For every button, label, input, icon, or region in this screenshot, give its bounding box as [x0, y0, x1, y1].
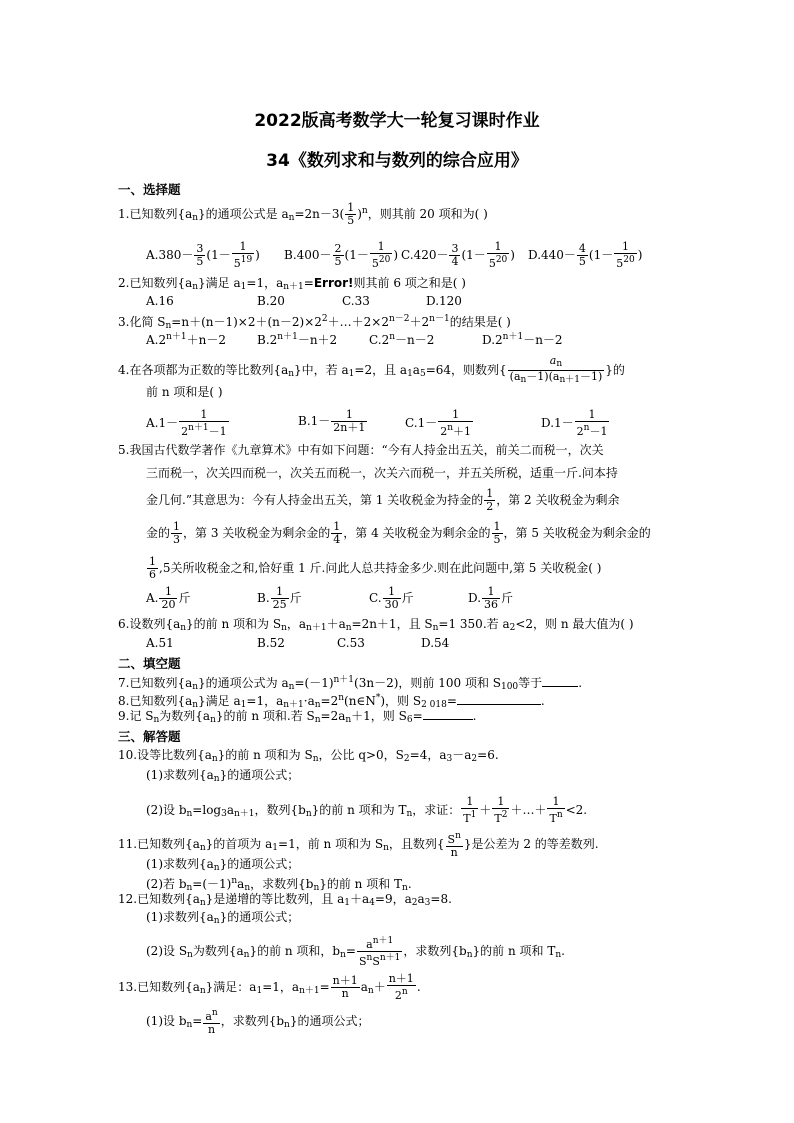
q2-option-c: C.33 [342, 294, 370, 308]
q6-option-c: C.53 [337, 636, 365, 650]
page-subtitle: 34《数列求和与数列的综合应用》 [266, 151, 528, 171]
section-choice: 一、选择题 [118, 182, 181, 197]
q3-option-b: $B.2^{n+1}-n+2$ [257, 332, 338, 347]
question-4-line2: 前 n 项和是( ) [146, 385, 223, 399]
q5-option-c: C. $\frac{1}{30}$ 斤 [369, 585, 414, 611]
q5-option-d: D. $\frac{1}{36}$ 斤 [468, 585, 514, 611]
question-13: 13.已知数列$\{a_n\}$满足：$a_1=1$，$a_{n+1}=$ $\frac{n+1}{n}$ $a_n+$ $\frac{n+1}{2^n}$ . [118, 972, 421, 1002]
question-6: 6.设数列$\{a_n\}$的前 n 项和为 $S_n$，$a_{n+1}+a_n=2n+1$，且 $S_n=1$ 350.若 $a_2<2$，则 n 最大值为( ) [118, 617, 634, 633]
q3-option-d: $D.2^{n+1}-n-2$ [482, 332, 563, 347]
question-9: 9.记 $S_n$为数列$\{a_n\}$的前 n 项和.若 $S_n=2a_n+1$，则 $S_6=$ . [118, 709, 477, 725]
question-5-line5: $\frac{1}{6}$ ,5关所收税金之和,恰好重 1 斤.问此人总共持金多少.则在此问题中,第 5 关收税金( ) [149, 555, 602, 581]
section-fill: 二、填空题 [118, 656, 181, 671]
question-5-line3: 金几何.”其意思为：今有人持金出五关，第 1 关收税金为持金的 $\frac{1}{2}$ ，第 2 关收税金为剩余 [146, 487, 620, 513]
q2-option-b: B.20 [257, 294, 285, 308]
section-answer: 三、解答题 [118, 729, 181, 744]
q2-option-d: D.120 [426, 294, 462, 308]
q2-option-a: A.16 [146, 294, 174, 308]
q4-option-d: D.1－ $\frac{1}{2^n-1}$ [541, 408, 608, 438]
question-3: 3.化简 $S_n=n+(n-1)\times 2+(n-2)\times 2^2+\dots+2\times 2^{n-2}+2^{n-1}$的结果是( ) [118, 314, 511, 331]
question-4: 4.在各项都为正数的等比数列$\{a_n\}$中，若 $a_1=2$，且 $a_1a_5=64$，则数列{ $\frac{a_n}{(a_n-1)(a_{n+1}-1)}$ }的 [118, 354, 625, 385]
question-1: 1.已知数列$\{a_n\}$的通项公式是 $a_n=2n-3$( $\frac{1}{5}$ )$^n$，则其前 20 项和为( ) [118, 201, 488, 227]
q4-option-b: B.1－ $\frac{1}{2n+1}$ [298, 408, 366, 434]
question-5-line2: 三而税一，次关四而税一，次关五而税一，次关六而税一，并五关所税，适重一斤.问本持 [146, 466, 618, 480]
q1-option-d: D.440－ $\frac{4}{5}$ (1－ $\frac{1}{5^{20}}$ ) [528, 240, 643, 270]
q3-option-a: $A.2^{n+1}+n-2$ [146, 332, 227, 347]
q6-option-b: B.52 [257, 636, 285, 650]
question-12-part1: (1)求数列$\{a_n\}$的通项公式； [146, 910, 300, 926]
q5-option-b: B. $\frac{1}{25}$ 斤 [257, 585, 302, 611]
question-11-part1: (1)求数列$\{a_n\}$的通项公式； [146, 857, 300, 873]
question-12: 12.已知数列$\{a_n\}$是递增的等比数列，且 $a_1+a_4=9$，$a_2a_3=8$. [118, 892, 452, 908]
question-5-line1: 5.我国古代数学著作《九章算术》中有如下问题：“今有人持金出五关，前关二而税一，次关 [118, 443, 604, 457]
question-11-part2: (2)若 $b_n=(-1)^na_n$，求数列$\{b_n\}$的前 n 项和 $T_n$. [146, 876, 412, 893]
question-10-part2: (2)设 $b_n=\log_3a_{n+1}$，数列$\{b_n\}$的前 n 项和为 $T_n$，求证： $\frac{1}{T^1}$ ＋ $\frac{1}{T^2}$ ＋…＋ $\frac{1}{T^n}$ <2. [146, 795, 588, 825]
q1-option-c: C.420－ $\frac{3}{4}$ (1－ $\frac{1}{5^{20}}$ ) [401, 240, 515, 270]
question-13-part1: (1)设 $b_n=$ $\frac{a^n}{n}$ ，求数列$\{b_n\}$的通项公式； [146, 1008, 370, 1036]
question-8: 8.已知数列$\{a_n\}$满足 $a_1=1$，$a_{n+1}\cdot a_n=2^n(n\in N^*)$，则 $S_{2 018}=$ . [118, 693, 545, 710]
question-10: 10.设等比数列$\{a_n\}$的前 n 项和为 $S_n$，公比 q>0，$S_2=4$，$a_3-a_2=6$. [118, 748, 499, 764]
q6-option-d: D.54 [421, 636, 450, 650]
question-10-part1: (1)求数列$\{a_n\}$的通项公式； [146, 768, 300, 784]
q4-option-a: A.1－ $\frac{1}{2^{n+1}-1}$ [146, 408, 227, 438]
q6-option-a: A.51 [146, 636, 174, 650]
q1-option-a: A.380－ $\frac{3}{5}$ (1－ $\frac{1}{5^{19}}$ ) [146, 240, 260, 270]
question-11: 11.已知数列$\{a_n\}$的首项为 $a_1=1$，前 n 项和为 $S_n$，且数列{ $\frac{S^n}{n}$ }是公差为 2 的等差数列. [118, 831, 599, 859]
q1-option-b: B.400－ $\frac{2}{5}$ (1－ $\frac{1}{5^{20}}$ ) [284, 240, 399, 270]
q5-option-a: A. $\frac{1}{20}$ 斤 [146, 585, 191, 611]
question-2: 2.已知数列$\{a_n\}$满足 $a_1=1$，$a_{n+1}=Error$!则其前 6 项之和是( ) [118, 276, 466, 292]
question-12-part2: (2)设 $S_n$为数列$\{a_n\}$的前 n 项和，$b_n=$ $\frac{a^{n+1}}{S^nS^{n+1}}$ ，求数列$\{b_n\}$的前 n 项和 $T_n$. [146, 936, 565, 968]
question-5-line4: 金的 $\frac{1}{3}$ ，第 3 关收税金为剩余金的 $\frac{1}{4}$ ，第 4 关收税金为剩余金的 $\frac{1}{5}$ ，第 5 关收税金为剩余金的 [146, 520, 651, 546]
q3-option-c: $C.2^n-n-2$ [369, 332, 435, 347]
page-title: 2022版高考数学大一轮复习课时作业 [254, 111, 540, 131]
q4-option-c: C.1－ $\frac{1}{2^n+1}$ [405, 408, 472, 438]
question-7: 7.已知数列$\{a_n\}$的通项公式为 $a_n=(-1)^{n+1}(3n-2)$，则前 100 项和 $S_{100}$等于 . [118, 675, 583, 692]
